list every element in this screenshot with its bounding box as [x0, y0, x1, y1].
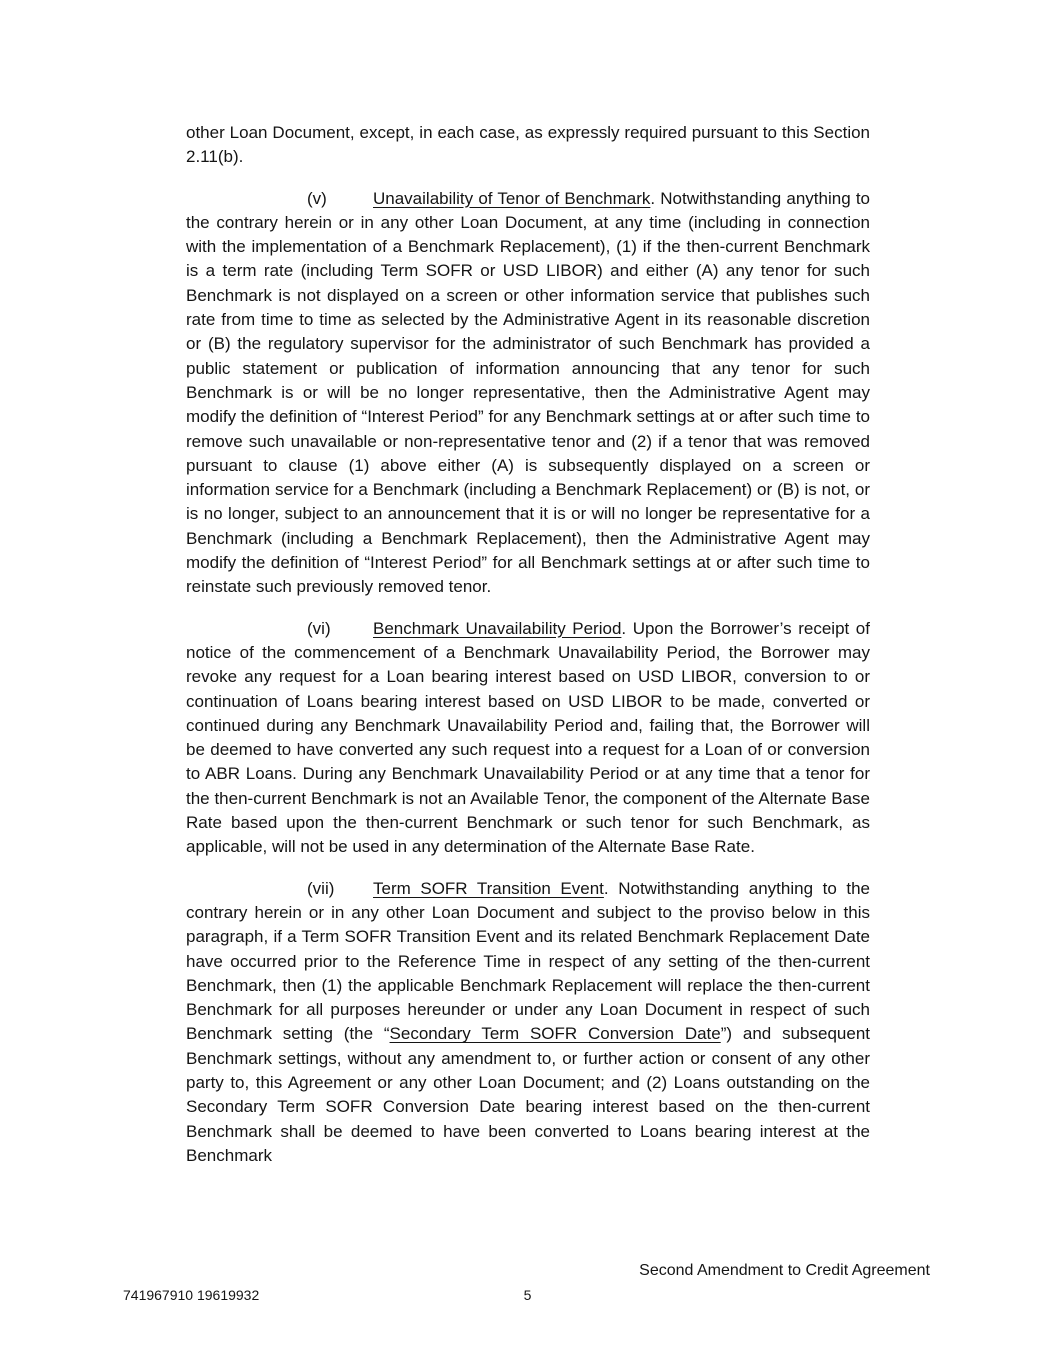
paragraph-clause-v — [186, 187, 870, 600]
footer-document-title: Second Amendment to Credit Agreement — [639, 1262, 930, 1279]
clause-label: (vi) — [307, 618, 331, 638]
footer-document-reference-number: 741967910 19619932 — [123, 1287, 260, 1303]
paragraph-clause-vii — [186, 877, 870, 1169]
document-body — [186, 121, 870, 1185]
paragraph-text: ”) and subsequent Benchmark settings, without any amendment to, or further action or consent of any other party to, this Agreement or any other Loan Document; and (2) Loans outstanding on the Secondary Term SOFR Conversion Date bearing interest based on the then-current Benchmark shall be deemed to have been converted to Loans bearing interest at the Benchmark — [186, 1024, 870, 1165]
clause-heading: Unavailability of Tenor of Benchmark — [373, 188, 651, 208]
paragraph-text: . Notwithstanding anything to the contrary herein or in any other Loan Document and subject to the proviso below in this paragraph, if a Term SOFR Transition Event and its related Benchmark Replacement Date have occurred prior to the Reference Time in respect of any setting of the then-current Benchmark, then (1) the applicable Benchmark Replacement will replace the then-current Benchmark for all purposes hereunder or under any Loan Document in respect of such Benchmark setting (the “ — [186, 878, 870, 1044]
paragraph-text: other Loan Document, except, in each case, as expressly required pursuant to this Section 2.11(b). — [186, 123, 870, 167]
paragraph-clause-vi — [186, 617, 870, 860]
clause-label: (v) — [307, 188, 327, 208]
clause-heading: Term SOFR Transition Event — [373, 878, 604, 898]
defined-term-underlined: Secondary Term SOFR Conversion Date — [389, 1024, 721, 1044]
clause-label: (vii) — [307, 878, 335, 898]
footer-page-number: 5 — [523, 1287, 532, 1303]
paragraph-text: . Upon the Borrower’s receipt of notice of the commencement of a Benchmark Unavailability Period, the Borrower may revoke any request for a Loan bearing interest based on USD LIBOR, conversion to or continuation of Loans bearing interest based on USD LIBOR to be made, converted or continued during any Benchmark Unavailability Period and, failing that, the Borrower will be deemed to have converted any such request into a request for a Loan of or conversion to ABR Loans. During any Benchmark Unavailability Period or at any time that a tenor for the then-current Benchmark is not an Available Tenor, the component of the Alternate Base Rate based upon the then-current Benchmark or such tenor for such Benchmark, as applicable, will not be used in any determination of the Alternate Base Rate. — [186, 618, 870, 857]
clause-heading: Benchmark Unavailability Period — [373, 618, 622, 638]
paragraph-continuation — [186, 121, 870, 170]
paragraph-text: . Notwithstanding anything to the contrary herein or in any other Loan Document, at any time (including in connection with the implementation of a Benchmark Replacement), (1) if the then-current Benchmark is a term rate (including Term SOFR or USD LIBOR) and either (A) any tenor for such Benchmark is not displayed on a screen or other information service that publishes such rate from time to time as selected by the Administrative Agent in its reasonable discretion or (B) the regulatory supervisor for the administrator of such Benchmark has provided a public statement or publication of information announcing that any tenor for such Benchmark is or will be no longer representative, then the Administrative Agent may modify the definition of “Interest Period” for any Benchmark settings at or after such time to remove such unavailable or non-representative tenor and (2) if a tenor that was removed pursuant to clause (1) above either (A) is subsequently displayed on a screen or information service for a Benchmark (including a Benchmark Replacement) or (B) is not, or is no longer, subject to an announcement that it is or will no longer be representative for a Benchmark (including a Benchmark Replacement), then the Administrative Agent may modify the definition of “Interest Period” for all Benchmark settings at or after such time to reinstate such previously removed tenor. — [186, 188, 870, 597]
